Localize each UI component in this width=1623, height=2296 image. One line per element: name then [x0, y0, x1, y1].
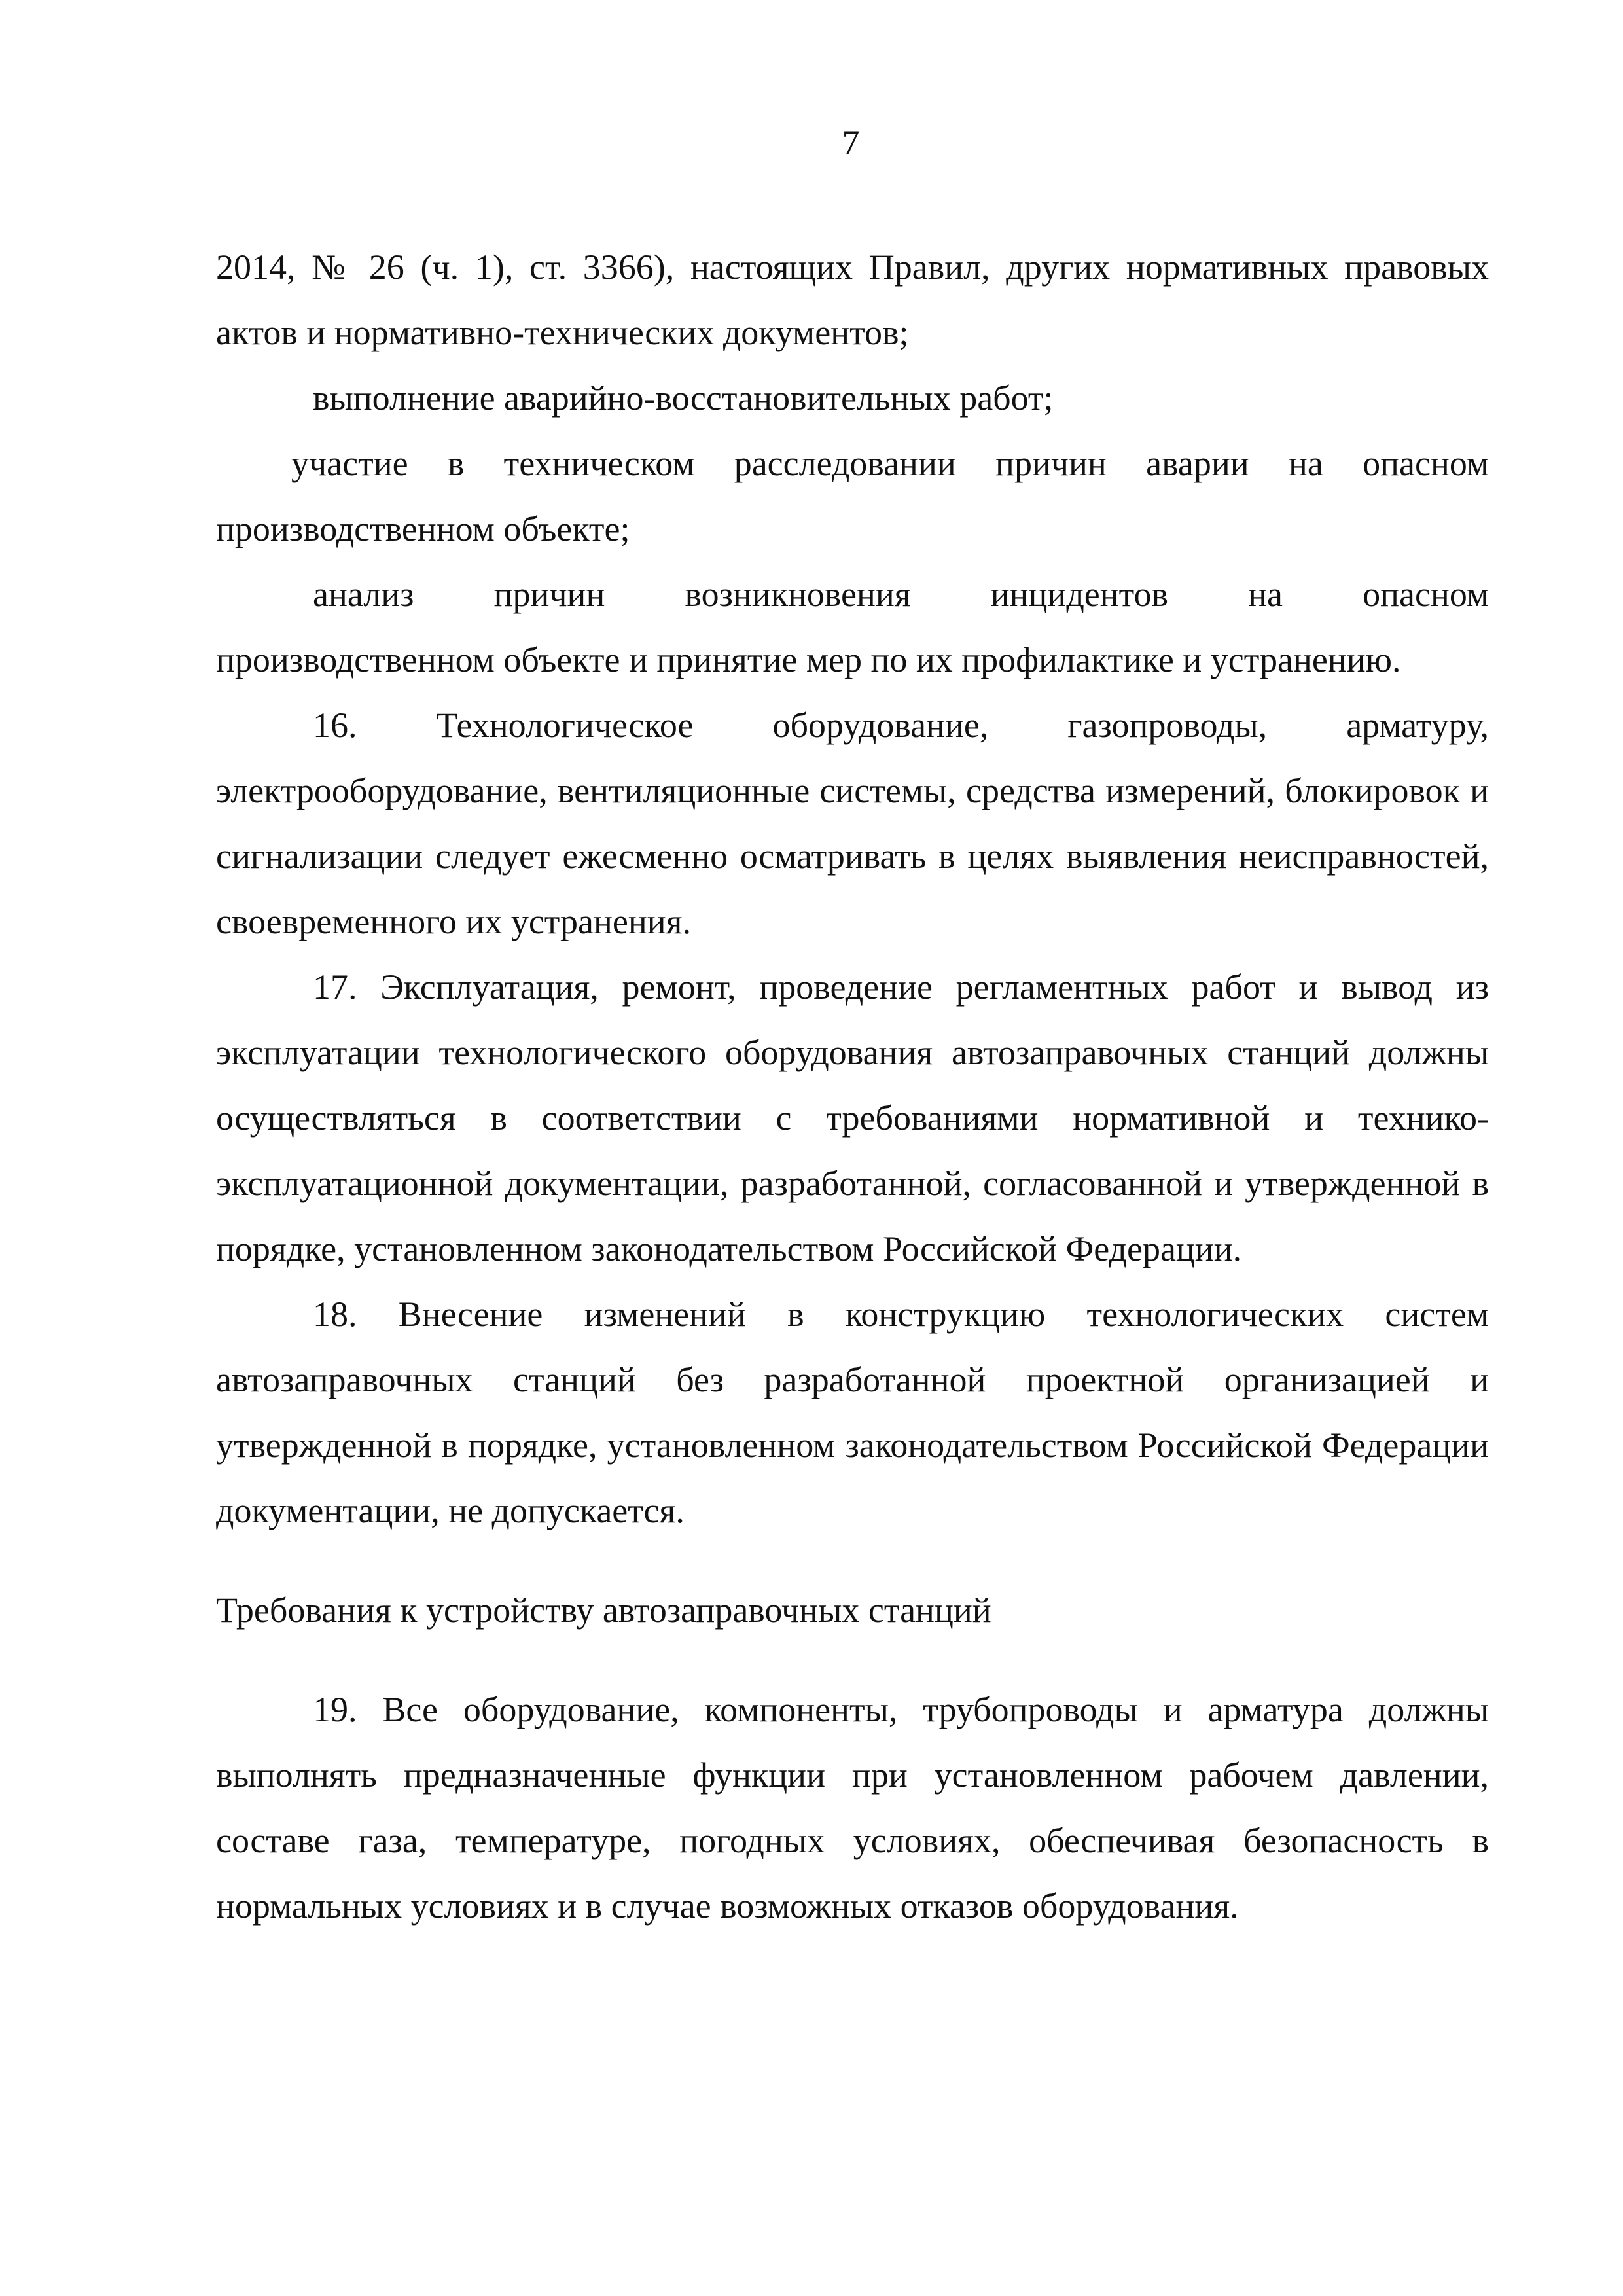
list-item-incident-analysis-line1: анализ причин возникновения инцидентов на опасном: [313, 575, 1489, 614]
paragraph-continuation: 2014, № 26 (ч. 1), ст. 3366), настоящих Правил, других нормативных правовых актов и нормативно-технических документов;: [216, 247, 1489, 352]
section-heading: Требования к устройству автозаправочных станций: [216, 1590, 991, 1630]
page-number: 7: [842, 123, 860, 162]
clause-16: 16. Технологическое оборудование, газопроводы, арматуру, электрооборудование, вентиляционные системы, средства измерений, блокировок и сигнализации следует ежесменно осматривать в целях выявления неисправностей, своевременного их устранения.: [216, 706, 1489, 941]
list-item-incident-analysis-line2: производственном объекте и принятие мер по их профилактике и устранению.: [216, 640, 1401, 679]
clause-19: 19. Все оборудование, компоненты, трубопроводы и арматура должны выполнять предназначенные функции при установленном рабочем давлении, составе газа, температуре, погодных условиях, обеспечивая безопасность в нормальных условиях и в случае возможных отказов оборудования.: [216, 1690, 1489, 1926]
list-item-accident-investigation: участие в техническом расследовании причин аварии на опасном производственном объекте;: [216, 444, 1489, 548]
document-body: [216, 234, 1489, 1939]
list-item-emergency-works: выполнение аварийно-восстановительных работ;: [313, 378, 1054, 418]
clause-17: 17. Эксплуатация, ремонт, проведение регламентных работ и вывод из эксплуатации технологического оборудования автозаправочных станций должны осуществляться в соответствии с требованиями нормативной и технико-эксплуатационной документации, разработанной, согласованной и утвержденной в порядке, установленном законодательством Российской Федерации.: [216, 967, 1489, 1268]
clause-18: 18. Внесение изменений в конструкцию технологических систем автозаправочных станций без разработанной проектной организацией и утвержденной в порядке, установленном законодательством Российской Федерации документации, не допускается.: [216, 1295, 1489, 1530]
